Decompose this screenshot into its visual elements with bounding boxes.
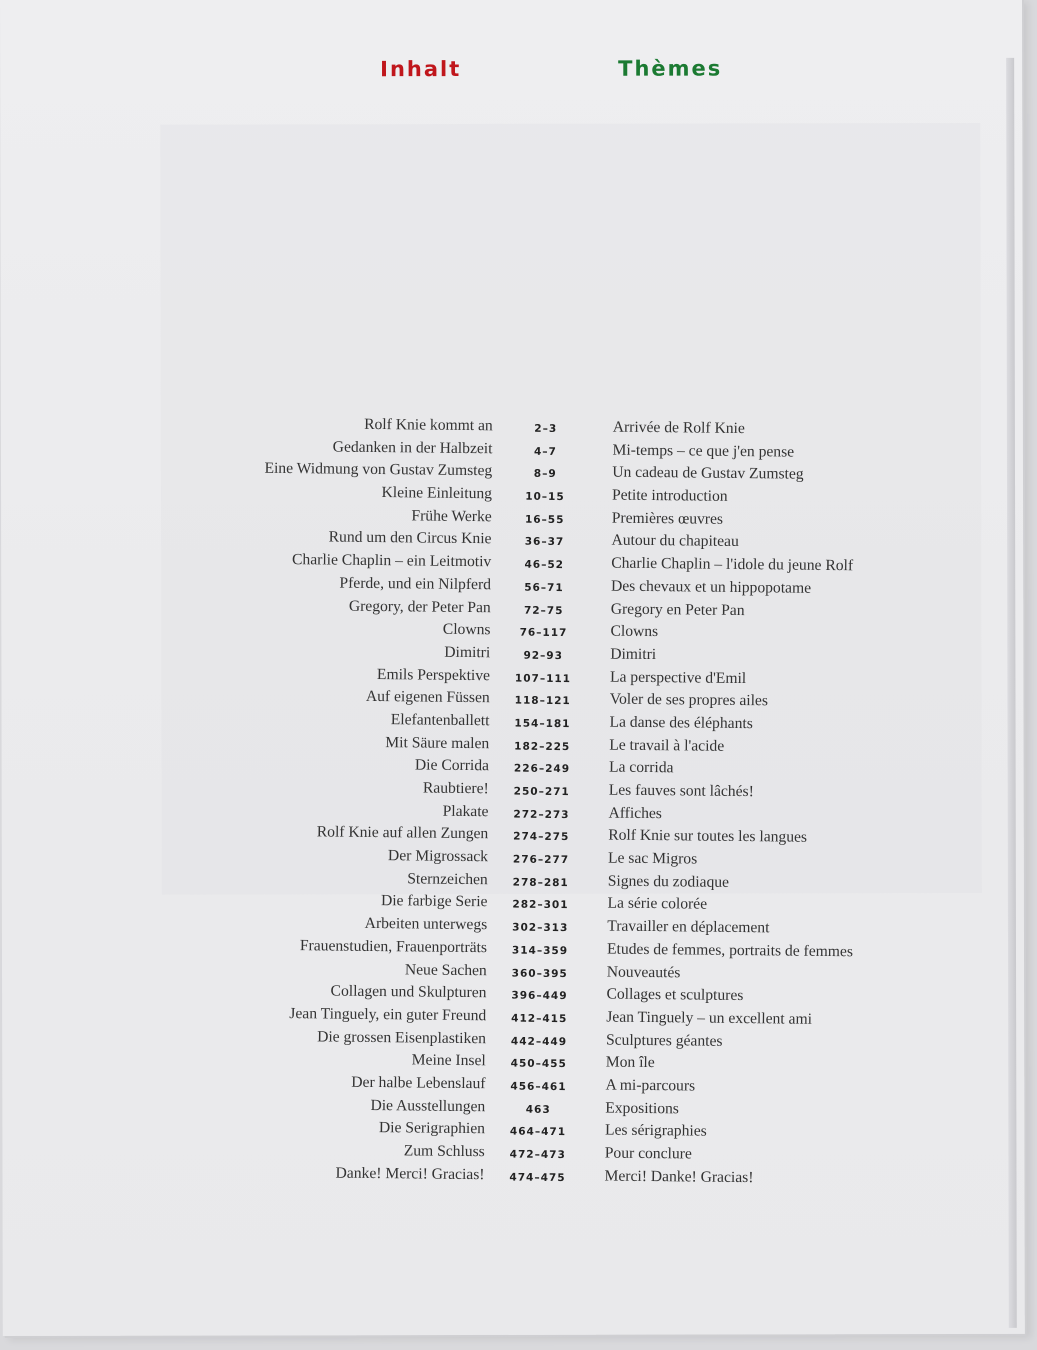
toc-page-range: 4–7 — [533, 445, 557, 458]
toc-title-fr: A mi-parcours — [605, 1076, 696, 1095]
toc-page-range: 36–37 — [524, 536, 565, 549]
toc-title-fr: Voler de ses propres ailes — [609, 690, 769, 710]
toc-title-de: Gregory, der Peter Pan — [348, 597, 491, 616]
toc-title-fr: Expositions — [605, 1099, 680, 1117]
toc-page-range: 250–271 — [513, 785, 570, 799]
toc-title-de: Clowns — [442, 620, 491, 639]
toc-title-fr: Arrivée de Rolf Knie — [612, 418, 745, 438]
toc-title-de: Frühe Werke — [411, 507, 492, 526]
toc-title-fr: La danse des éléphants — [609, 713, 753, 733]
toc-title-fr: Charlie Chaplin – l'idole du jeune Rolf — [611, 554, 854, 575]
toc-title-fr: La série colorée — [607, 895, 708, 914]
toc-page-range: 442–449 — [510, 1035, 568, 1048]
toc-title-de: Mit Säure malen — [385, 733, 490, 752]
toc-title-fr: Etudes de femmes, portraits de femmes — [606, 940, 854, 961]
toc-page-range: 276–277 — [512, 853, 570, 867]
toc-title-de: Arbeiten unterwegs — [364, 915, 488, 934]
toc-page-range: 154–181 — [514, 717, 571, 731]
toc-title-fr: Clowns — [610, 622, 659, 641]
toc-page-range: 92–93 — [523, 649, 564, 662]
toc-page-range: 76–117 — [519, 626, 568, 640]
toc-title-de: Elefantenballett — [390, 711, 490, 730]
toc-title-fr: La corrida — [608, 758, 674, 777]
toc-page-range: 282–301 — [512, 898, 569, 912]
toc-title-fr: Jean Tinguely – un excellent ami — [606, 1008, 813, 1028]
toc-title-fr: Des chevaux et un hippopotame — [610, 577, 812, 597]
toc-title-fr: Merci! Danke! Gracias! — [604, 1167, 754, 1186]
toc-title-fr: Travailler en déplacement — [607, 917, 770, 937]
toc-page-range: 314–359 — [511, 944, 569, 957]
toc-title-de: Auf eigenen Füssen — [365, 688, 490, 707]
toc-page-range: 456–461 — [510, 1080, 567, 1094]
toc-page-range: 182–225 — [514, 740, 571, 753]
toc-page-range: 118–121 — [514, 694, 571, 708]
toc-page-range: 412–415 — [511, 1012, 568, 1026]
toc-page-range: 474–475 — [509, 1171, 566, 1184]
toc-page-range: 46–52 — [524, 558, 565, 572]
toc-title-fr: Rolf Knie sur toutes les langues — [608, 826, 808, 847]
toc-page-range: 472–473 — [509, 1148, 566, 1162]
toc-title-de: Rolf Knie auf allen Zungen — [316, 823, 489, 843]
toc-title-fr: Autour du chapiteau — [611, 532, 739, 551]
toc-title-fr: Mi-temps – ce que j'en pense — [612, 441, 795, 461]
toc-title-de: Rund um den Circus Knie — [328, 528, 492, 548]
toc-title-fr: Gregory en Peter Pan — [610, 600, 745, 619]
toc-title-de: Der Migrossack — [387, 847, 489, 866]
toc-title-fr: La perspective d'Emil — [609, 668, 747, 687]
toc-title-de: Raubtiere! — [422, 779, 489, 798]
toc-title-de: Rolf Knie kommt an — [364, 415, 493, 435]
toc-title-de: Danke! Merci! Gracias! — [335, 1164, 485, 1183]
toc-page-range: 107–111 — [514, 672, 572, 685]
toc-title-fr: Petite introduction — [611, 486, 728, 505]
toc-page-range: 10–15 — [525, 490, 565, 504]
toc-title-fr: Le sac Migros — [607, 849, 698, 868]
toc-title-fr: Un cadeau de Gustav Zumsteg — [612, 463, 804, 484]
toc-title-de: Der halbe Lebenslauf — [351, 1073, 486, 1093]
toc-page-range: 226–249 — [513, 762, 571, 776]
toc-title-fr: Affiches — [608, 804, 663, 822]
toc-title-de: Pferde, und ein Nilpferd — [339, 574, 492, 594]
toc-title-fr: Nouveautés — [606, 963, 681, 981]
toc-title-de: Gedanken in der Halbzeit — [332, 438, 493, 457]
toc-page-range: 274–275 — [513, 830, 570, 844]
toc-title-fr: Les sérigraphies — [604, 1121, 707, 1140]
toc-title-de: Die Ausstellungen — [370, 1096, 486, 1115]
toc-page-range: 450–455 — [510, 1057, 567, 1071]
toc-title-fr: Premières œuvres — [611, 509, 724, 528]
heading-inhalt: Inhalt — [380, 57, 462, 82]
toc-title-de: Eine Widmung von Gustav Zumsteg — [264, 460, 493, 480]
toc-title-de: Die grossen Eisenplastiken — [317, 1027, 487, 1047]
toc-title-fr: Signes du zodiaque — [607, 872, 730, 891]
heading-themes: Thèmes — [618, 56, 723, 81]
toc-title-fr: Dimitri — [610, 645, 657, 663]
toc-title-de: Kleine Einleitung — [381, 484, 493, 503]
toc-title-de: Die Serigraphien — [378, 1119, 486, 1138]
table-of-contents — [0, 410, 1023, 1193]
toc-page-range: 272–273 — [513, 808, 570, 821]
toc-title-de: Plakate — [442, 802, 489, 820]
toc-page-range: 56–71 — [524, 581, 564, 594]
toc-page-range: 302–313 — [512, 921, 569, 935]
toc-page-range: 16–55 — [524, 513, 565, 526]
toc-page-range: 72–75 — [523, 604, 564, 617]
toc-title-fr: Pour conclure — [604, 1144, 692, 1163]
toc-page-range: 360–395 — [511, 967, 568, 980]
toc-page-range: 8–9 — [533, 468, 557, 481]
toc-title-de: Sternzeichen — [407, 870, 488, 888]
toc-page-range: 278–281 — [512, 876, 569, 889]
toc-title-fr: Sculptures géantes — [605, 1031, 723, 1050]
toc-title-fr: Collages et sculptures — [606, 985, 744, 1005]
toc-title-de: Frauenstudien, Frauenporträts — [299, 936, 488, 957]
toc-page-range: 463 — [525, 1103, 551, 1116]
toc-page-range: 396–449 — [511, 989, 568, 1003]
toc-title-de: Neue Sachen — [404, 960, 487, 979]
toc-title-de: Die farbige Serie — [380, 892, 488, 911]
toc-title-de: Emils Perspektive — [376, 665, 491, 684]
toc-page-range: 2–3 — [534, 422, 558, 435]
toc-title-fr: Le travail à l'acide — [609, 736, 725, 755]
toc-title-de: Dimitri — [444, 643, 491, 662]
toc-title-de: Zum Schluss — [403, 1142, 485, 1161]
toc-title-de: Jean Tinguely, ein guter Freund — [289, 1004, 487, 1025]
toc-title-de: Meine Insel — [411, 1051, 486, 1070]
toc-title-de: Charlie Chaplin – ein Leitmotiv — [291, 551, 492, 571]
toc-title-de: Die Corrida — [414, 756, 490, 775]
toc-title-de: Collagen und Skulpturen — [330, 982, 487, 1002]
toc-page-range: 464–471 — [509, 1125, 567, 1139]
toc-title-fr: Mon île — [605, 1053, 655, 1072]
toc-title-fr: Les fauves sont lâchés! — [608, 781, 754, 801]
